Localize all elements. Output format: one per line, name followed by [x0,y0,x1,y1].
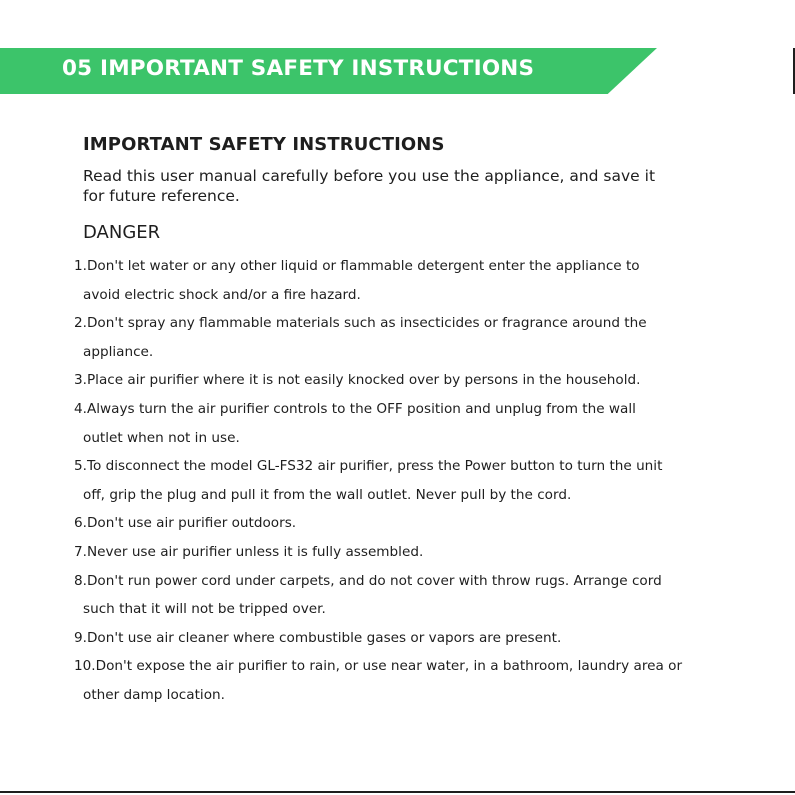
instruction-line: 8.Don't run power cord under carpets, and do not cover with throw rugs. Arrange cord [74,572,662,589]
instruction-list [74,252,734,710]
instruction-item [74,567,734,624]
instruction-item [74,509,734,538]
instruction-line: other damp location. [83,686,225,703]
instruction-line: 6.Don't use air purifier outdoors. [74,515,297,532]
section-heading: IMPORTANT SAFETY INSTRUCTIONS [83,134,445,155]
instruction-line: 10.Don't expose the air purifier to rain, or use near water, in a bathroom, laundry area or [74,658,683,675]
instruction-line: 3.Place air purifier where it is not easily knocked over by persons in the household. [74,372,641,389]
instruction-line: 2.Don't spray any flammable materials such as insecticides or fragrance around the [74,315,647,332]
instruction-line: 9.Don't use air cleaner where combustible gases or vapors are present. [74,629,562,646]
banner-title: 05 IMPORTANT SAFETY INSTRUCTIONS [62,56,535,81]
instruction-line: appliance. [83,343,154,360]
instruction-line: outlet when not in use. [83,429,240,446]
bottom-rule [0,791,795,793]
instruction-item [74,538,734,567]
intro-line: for future reference. [83,187,240,205]
instruction-line: 7.Never use air purifier unless it is fully assembled. [74,543,424,560]
intro-line: Read this user manual carefully before you use the appliance, and save it [83,167,656,185]
instruction-item [74,652,734,709]
instruction-item [74,624,734,653]
instruction-line: 4.Always turn the air purifier controls to the OFF position and unplug from the wall [74,400,636,417]
intro-paragraph [83,166,723,206]
instruction-line: off, grip the plug and pull it from the wall outlet. Never pull by the cord. [83,486,572,503]
instruction-item [74,395,734,452]
instruction-item [74,252,734,309]
instruction-item [74,452,734,509]
danger-label: DANGER [83,222,161,243]
instruction-line: such that it will not be tripped over. [83,601,326,618]
instruction-line: avoid electric shock and/or a fire hazard. [83,286,361,303]
instruction-line: 1.Don't let water or any other liquid or flammable detergent enter the appliance to [74,258,640,274]
instruction-line: 5.To disconnect the model GL-FS32 air purifier, press the Power button to turn the unit [74,458,663,475]
instruction-item [74,366,734,395]
instruction-item [74,309,734,366]
